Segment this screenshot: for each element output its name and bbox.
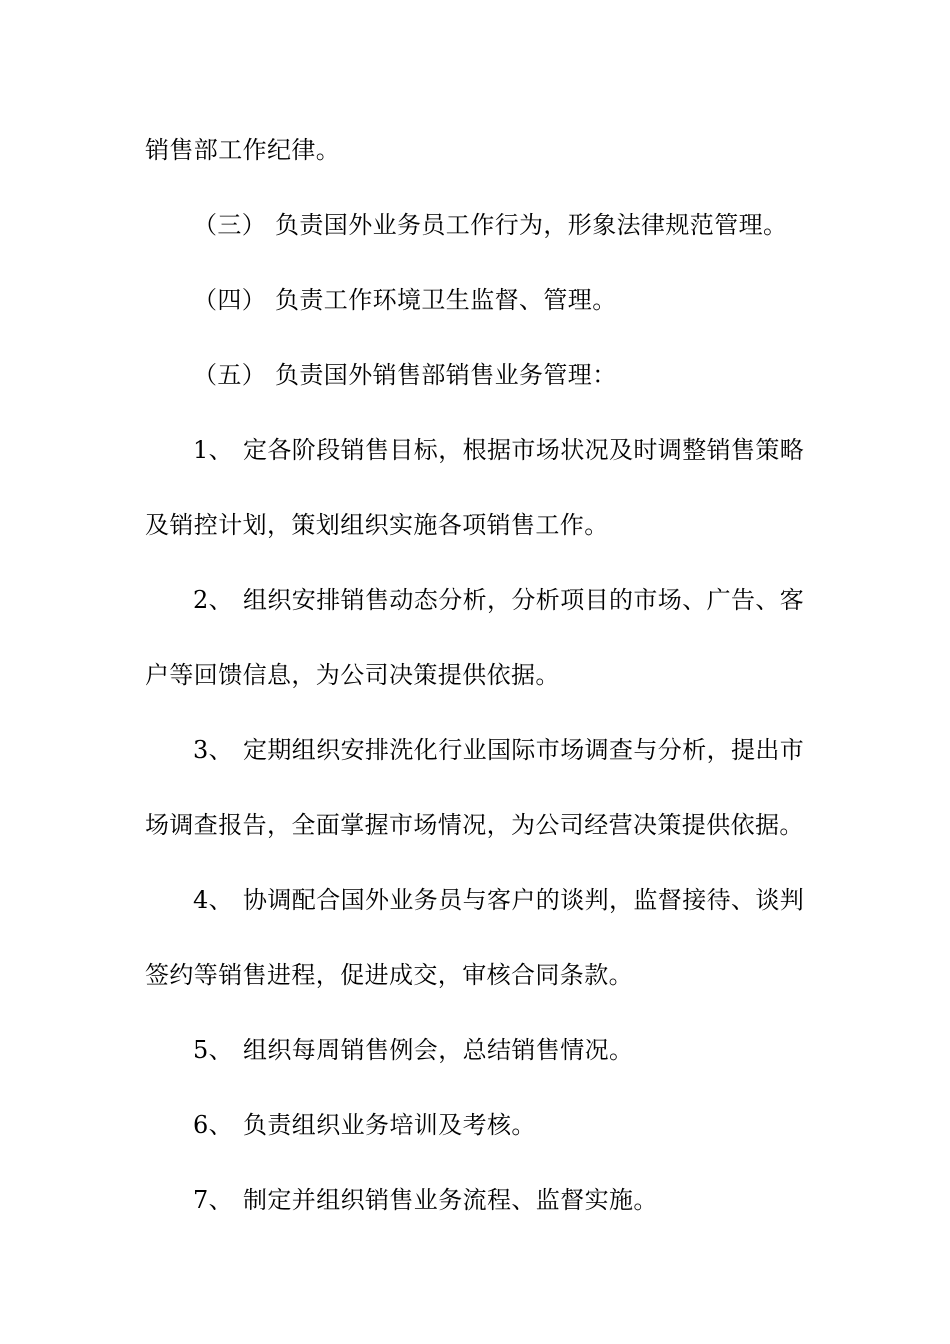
item-number: 6、 xyxy=(193,1111,234,1139)
numbered-item-2 xyxy=(193,585,804,615)
line-text: 负责国外销售部销售业务管理： xyxy=(275,361,617,389)
paragraph-line xyxy=(145,660,560,690)
line-text: 组织安排销售动态分析，分析项目的市场、广告、客 xyxy=(243,586,805,614)
line-text: 场调查报告，全面掌握市场情况，为公司经营决策提供依据。 xyxy=(145,811,804,839)
paragraph-line xyxy=(145,135,340,165)
line-text: 定各阶段销售目标，根据市场状况及时调整销售策略 xyxy=(243,436,805,464)
line-text: 及销控计划，策划组织实施各项销售工作。 xyxy=(145,511,609,539)
section-marker: （三） xyxy=(193,211,267,239)
line-text: 协调配合国外业务员与客户的谈判，监督接待、谈判 xyxy=(243,886,805,914)
section-item-4 xyxy=(193,285,617,315)
item-number: 3、 xyxy=(193,736,234,764)
paragraph-line xyxy=(145,960,633,990)
line-text: 负责工作环境卫生监督、管理。 xyxy=(275,286,617,314)
line-text: 户等回馈信息，为公司决策提供依据。 xyxy=(145,661,560,689)
item-number: 1、 xyxy=(193,436,234,464)
section-marker: （四） xyxy=(193,286,267,314)
numbered-item-3 xyxy=(193,735,804,765)
line-text: 负责国外业务员工作行为，形象法律规范管理。 xyxy=(275,211,788,239)
line-text: 制定并组织销售业务流程、监督实施。 xyxy=(243,1186,658,1214)
section-marker: （五） xyxy=(193,361,267,389)
numbered-item-4 xyxy=(193,885,804,915)
item-number: 2、 xyxy=(193,586,234,614)
line-text: 组织每周销售例会，总结销售情况。 xyxy=(243,1036,634,1064)
numbered-item-7 xyxy=(193,1185,658,1215)
section-item-5 xyxy=(193,360,617,390)
line-text: 签约等销售进程，促进成交，审核合同条款。 xyxy=(145,961,633,989)
numbered-item-1 xyxy=(193,435,804,465)
section-item-3 xyxy=(193,210,787,240)
item-number: 5、 xyxy=(193,1036,234,1064)
paragraph-line xyxy=(145,810,804,840)
numbered-item-6 xyxy=(193,1110,536,1140)
line-text: 定期组织安排洗化行业国际市场调查与分析，提出市 xyxy=(243,736,805,764)
item-number: 4、 xyxy=(193,886,234,914)
line-text: 销售部工作纪律。 xyxy=(145,136,341,164)
line-text: 负责组织业务培训及考核。 xyxy=(243,1111,536,1139)
numbered-item-5 xyxy=(193,1035,633,1065)
item-number: 7、 xyxy=(193,1186,234,1214)
paragraph-line xyxy=(145,510,609,540)
